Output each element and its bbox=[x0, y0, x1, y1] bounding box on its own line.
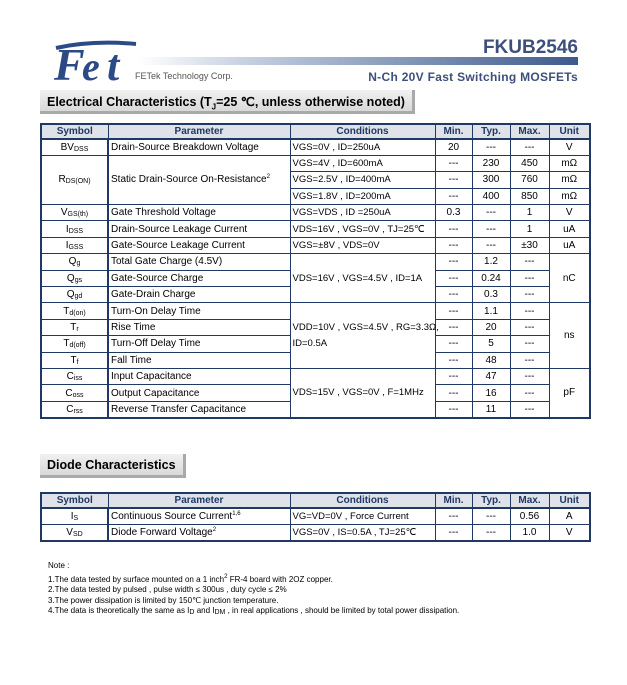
col-header: Unit bbox=[549, 124, 590, 139]
min-cell: --- bbox=[435, 303, 472, 319]
table-row bbox=[41, 508, 590, 524]
col-header: Min. bbox=[435, 124, 472, 139]
col-header: Typ. bbox=[472, 493, 510, 508]
unit-cell: nC bbox=[549, 254, 590, 303]
parameter-cell: Reverse Transfer Capacitance bbox=[108, 401, 290, 417]
max-cell: 0.56 bbox=[510, 508, 549, 524]
typ-cell: 47 bbox=[472, 368, 510, 384]
conditions-cell: VDS=16V , VGS=0V , TJ=25℃ bbox=[290, 221, 435, 237]
unit-cell: A bbox=[549, 508, 590, 524]
unit-cell: ns bbox=[549, 303, 590, 369]
col-header: Conditions bbox=[290, 124, 435, 139]
min-cell: --- bbox=[435, 319, 472, 335]
col-header: Conditions bbox=[290, 493, 435, 508]
min-cell: --- bbox=[435, 352, 472, 368]
col-header: Typ. bbox=[472, 124, 510, 139]
symbol-cell: Tr bbox=[41, 319, 108, 335]
device-subtitle: N-Ch 20V Fast Switching MOSFETs bbox=[368, 70, 578, 84]
notes-title: Note : bbox=[48, 561, 70, 570]
typ-cell: 20 bbox=[472, 319, 510, 335]
unit-cell: mΩ bbox=[549, 188, 590, 204]
unit-cell: pF bbox=[549, 368, 590, 417]
parameter-cell: Gate-Drain Charge bbox=[108, 287, 290, 303]
note-1: 1.The data tested by surface mounted on a 1 inch$^2$ FR-4 board with 2OZ copper. bbox=[48, 573, 333, 584]
table-header-row bbox=[41, 493, 590, 508]
max-cell: --- bbox=[510, 352, 549, 368]
table-row bbox=[41, 221, 590, 237]
parameter-cell: Fall Time bbox=[108, 352, 290, 368]
min-cell: --- bbox=[435, 336, 472, 352]
typ-cell: 400 bbox=[472, 188, 510, 204]
col-header: Max. bbox=[510, 493, 549, 508]
col-header: Parameter bbox=[108, 493, 290, 508]
unit-cell: uA bbox=[549, 221, 590, 237]
note-4: 4.The data is theoretically the same as ID and IDM , in real applications , should be limited by total power dissipation. bbox=[48, 606, 460, 616]
symbol-cell: Qg bbox=[41, 254, 108, 270]
parameter-cell: Drain-Source Breakdown Voltage bbox=[108, 139, 290, 155]
conditions-cell: VDS=16V , VGS=4.5V , ID=1A bbox=[290, 254, 435, 303]
note-3: 3.The power dissipation is limited by 150℃ junction temperature. bbox=[48, 595, 279, 605]
parameter-cell: Gate-Source Charge bbox=[108, 270, 290, 286]
typ-cell: --- bbox=[472, 139, 510, 155]
max-cell: --- bbox=[510, 303, 549, 319]
conditions-cell: VGS=0V , IS=0.5A , TJ=25℃ bbox=[290, 524, 435, 540]
unit-cell: V bbox=[549, 205, 590, 221]
svg-text:F: F bbox=[54, 39, 85, 88]
conditions-cell: VGS=2.5V , ID=400mA bbox=[290, 172, 435, 188]
table-row bbox=[41, 139, 590, 155]
min-cell: --- bbox=[435, 221, 472, 237]
parameter-cell: Turn-Off Delay Time bbox=[108, 336, 290, 352]
unit-cell: mΩ bbox=[549, 172, 590, 188]
col-header: Parameter bbox=[108, 124, 290, 139]
min-cell: --- bbox=[435, 172, 472, 188]
conditions-cell: VGS=±8V , VDS=0V bbox=[290, 237, 435, 253]
symbol-cell: Qgd bbox=[41, 287, 108, 303]
unit-cell: V bbox=[549, 524, 590, 540]
parameter-cell: Total Gate Charge (4.5V) bbox=[108, 254, 290, 270]
max-cell: 1.0 bbox=[510, 524, 549, 540]
electrical-table bbox=[40, 123, 591, 419]
note-2: 2.The data tested by pulsed , pulse width ≤ 300us , duty cycle ≤ 2% bbox=[48, 585, 287, 594]
typ-cell: --- bbox=[472, 237, 510, 253]
col-header: Min. bbox=[435, 493, 472, 508]
conditions-cell: VGS=4V , ID=600mA bbox=[290, 155, 435, 171]
unit-cell: uA bbox=[549, 237, 590, 253]
typ-cell: 230 bbox=[472, 155, 510, 171]
min-cell: --- bbox=[435, 287, 472, 303]
symbol-cell: IS bbox=[41, 508, 108, 524]
part-number: FKUB2546 bbox=[482, 37, 578, 58]
min-cell: 20 bbox=[435, 139, 472, 155]
min-cell: --- bbox=[435, 270, 472, 286]
typ-cell: 1.1 bbox=[472, 303, 510, 319]
diode-section-title: Diode Characteristics bbox=[40, 454, 186, 478]
max-cell: 1 bbox=[510, 205, 549, 221]
max-cell: --- bbox=[510, 254, 549, 270]
symbol-cell: Qgs bbox=[41, 270, 108, 286]
diode-table bbox=[40, 492, 591, 542]
parameter-cell: Output Capacitance bbox=[108, 385, 290, 401]
conditions-cell: VDS=15V , VGS=0V , F=1MHz bbox=[290, 368, 435, 417]
min-cell: --- bbox=[435, 401, 472, 417]
table-row bbox=[41, 368, 590, 384]
fetek-logo bbox=[52, 38, 138, 88]
table-row bbox=[41, 524, 590, 540]
typ-cell: 1.2 bbox=[472, 254, 510, 270]
svg-text:t: t bbox=[107, 41, 120, 88]
typ-cell: --- bbox=[472, 205, 510, 221]
symbol-cell: VGS(th) bbox=[41, 205, 108, 221]
min-cell: --- bbox=[435, 155, 472, 171]
table-header-row bbox=[41, 124, 590, 139]
typ-cell: 11 bbox=[472, 401, 510, 417]
max-cell: --- bbox=[510, 336, 549, 352]
max-cell: --- bbox=[510, 139, 549, 155]
symbol-cell: IDSS bbox=[41, 221, 108, 237]
parameter-cell: Drain-Source Leakage Current bbox=[108, 221, 290, 237]
typ-cell: 16 bbox=[472, 385, 510, 401]
min-cell: --- bbox=[435, 188, 472, 204]
col-header: Unit bbox=[549, 493, 590, 508]
max-cell: --- bbox=[510, 319, 549, 335]
max-cell: --- bbox=[510, 385, 549, 401]
symbol-cell: Td(off) bbox=[41, 336, 108, 352]
parameter-cell: Diode Forward Voltage$^2$ bbox=[108, 524, 290, 540]
conditions-cell: VGS=1.8V , ID=200mA bbox=[290, 188, 435, 204]
parameter-cell: Input Capacitance bbox=[108, 368, 290, 384]
notes-block bbox=[48, 561, 459, 619]
min-cell: --- bbox=[435, 237, 472, 253]
typ-cell: --- bbox=[472, 221, 510, 237]
max-cell: 1 bbox=[510, 221, 549, 237]
conditions-cell: VG=VD=0V , Force Current bbox=[290, 508, 435, 524]
max-cell: 850 bbox=[510, 188, 549, 204]
table-row bbox=[41, 205, 590, 221]
symbol-cell: BVDSS bbox=[41, 139, 108, 155]
min-cell: --- bbox=[435, 254, 472, 270]
conditions-cell: VGS=VDS , ID =250uA bbox=[290, 205, 435, 221]
typ-cell: --- bbox=[472, 508, 510, 524]
table-row bbox=[41, 155, 590, 171]
symbol-cell: Coss bbox=[41, 385, 108, 401]
typ-cell: --- bbox=[472, 524, 510, 540]
typ-cell: 5 bbox=[472, 336, 510, 352]
company-name: FETek Technology Corp. bbox=[135, 71, 233, 81]
symbol-cell: VSD bbox=[41, 524, 108, 540]
symbol-cell: Tf bbox=[41, 352, 108, 368]
table-row bbox=[41, 237, 590, 253]
min-cell: --- bbox=[435, 368, 472, 384]
parameter-cell: Turn-On Delay Time bbox=[108, 303, 290, 319]
conditions-cell: VDD=10V , VGS=4.5V , RG=3.3Ω, ID=0.5A bbox=[290, 303, 435, 369]
unit-cell: mΩ bbox=[549, 155, 590, 171]
unit-cell: V bbox=[549, 139, 590, 155]
typ-cell: 0.3 bbox=[472, 287, 510, 303]
min-cell: --- bbox=[435, 385, 472, 401]
conditions-cell: VGS=0V , ID=250uA bbox=[290, 139, 435, 155]
typ-cell: 300 bbox=[472, 172, 510, 188]
parameter-cell: Gate-Source Leakage Current bbox=[108, 237, 290, 253]
svg-text:e: e bbox=[82, 44, 100, 88]
max-cell: --- bbox=[510, 270, 549, 286]
symbol-cell: Ciss bbox=[41, 368, 108, 384]
col-header: Symbol bbox=[41, 124, 108, 139]
min-cell: --- bbox=[435, 508, 472, 524]
max-cell: ±30 bbox=[510, 237, 549, 253]
typ-cell: 48 bbox=[472, 352, 510, 368]
symbol-cell: RDS(ON) bbox=[41, 155, 108, 204]
min-cell: --- bbox=[435, 524, 472, 540]
col-header: Symbol bbox=[41, 493, 108, 508]
max-cell: --- bbox=[510, 401, 549, 417]
symbol-cell: Td(on) bbox=[41, 303, 108, 319]
parameter-cell: Rise Time bbox=[108, 319, 290, 335]
parameter-cell: Static Drain-Source On-Resistance$^2$ bbox=[108, 155, 290, 204]
table-row bbox=[41, 254, 590, 270]
min-cell: 0.3 bbox=[435, 205, 472, 221]
electrical-section-title: Electrical Characteristics ($T_J=25$ ℃, unless otherwise noted) bbox=[40, 90, 415, 114]
col-header: Max. bbox=[510, 124, 549, 139]
typ-cell: 0.24 bbox=[472, 270, 510, 286]
symbol-cell: Crss bbox=[41, 401, 108, 417]
max-cell: --- bbox=[510, 368, 549, 384]
max-cell: --- bbox=[510, 287, 549, 303]
max-cell: 450 bbox=[510, 155, 549, 171]
parameter-cell: Continuous Source Current$^{1,6}$ bbox=[108, 508, 290, 524]
parameter-cell: Gate Threshold Voltage bbox=[108, 205, 290, 221]
max-cell: 760 bbox=[510, 172, 549, 188]
table-row bbox=[41, 303, 590, 319]
symbol-cell: IGSS bbox=[41, 237, 108, 253]
